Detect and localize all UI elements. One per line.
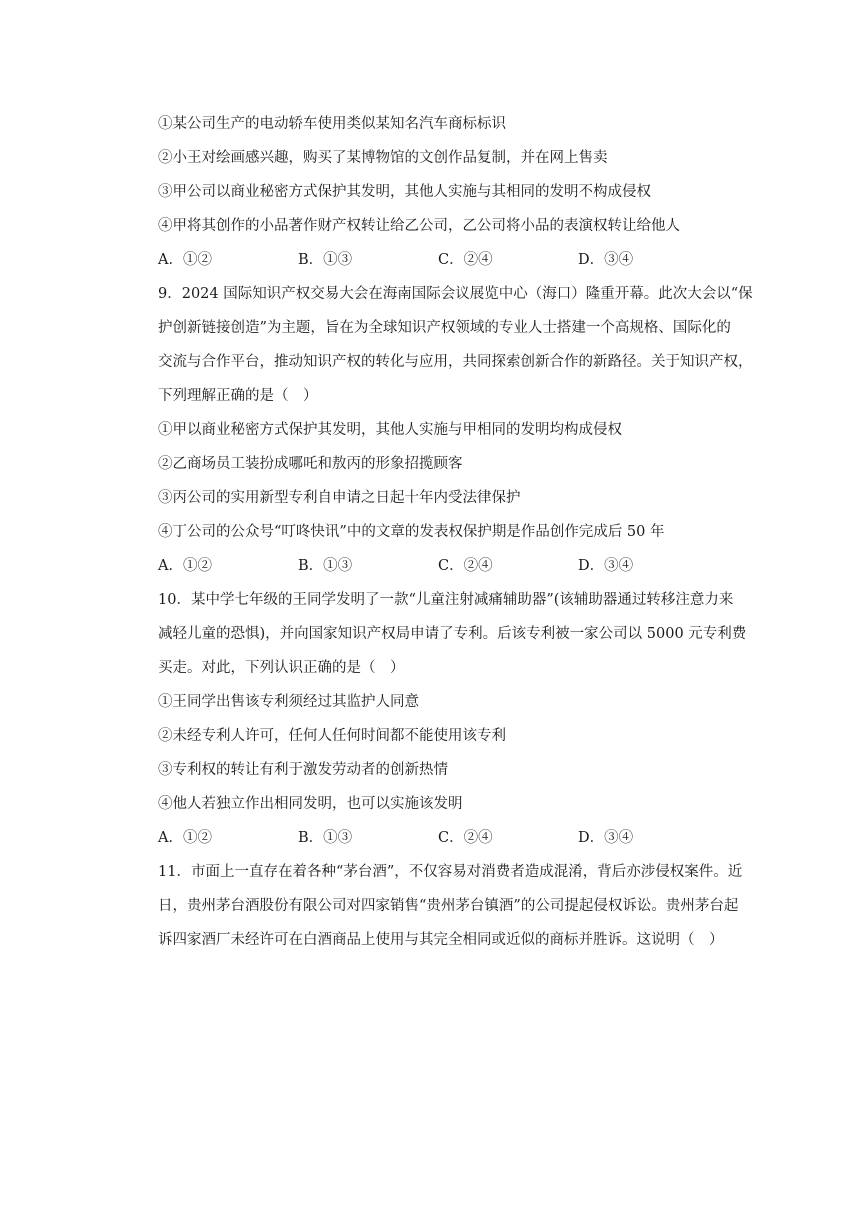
question-9 — [158, 277, 753, 583]
q9-stem-line-2: 护创新链接创造”为主题，旨在为全球知识产权领域的专业人士搭建一个高规格、国际化的 — [158, 320, 731, 336]
q10-option-d: D．③④ — [578, 830, 634, 846]
q11-stem-line-3: 诉四家酒厂未经许可在白酒商品上使用与其完全相同或近似的商标并胜诉。这说明（ ） — [158, 932, 724, 948]
q8-item-3: ③甲公司以商业秘密方式保护其发明，其他人实施与其相同的发明不构成侵权 — [158, 184, 651, 200]
q9-item-2: ②乙商场员工装扮成哪吒和敖丙的形象招揽顾客 — [158, 456, 463, 472]
q9-item-1: ①甲以商业秘密方式保护其发明，其他人实施与甲相同的发明均构成侵权 — [158, 422, 622, 438]
question-8 — [158, 107, 738, 277]
q8-item-4: ④甲将其创作的小品著作财产权转让给乙公司，乙公司将小品的表演权转让给他人 — [158, 218, 680, 234]
document-content — [158, 107, 753, 957]
q9-item-4: ④丁公司的公众号“叮咚快讯”中的文章的发表权保护期是作品创作完成后 50 年 — [158, 524, 665, 540]
q10-item-1: ①王同学出售该专利须经过其监护人同意 — [158, 694, 419, 710]
q9-option-a: A．①② — [158, 558, 212, 574]
q8-option-a: A．①② — [158, 252, 212, 268]
q10-item-2: ②未经专利人许可，任何人任何时间都不能使用该专利 — [158, 728, 506, 744]
q8-option-d: D．③④ — [578, 252, 634, 268]
q9-stem-line-3: 交流与合作平台，推动知识产权的转化与应用，共同探索创新合作的新路径。关于知识产权， — [158, 354, 753, 370]
q10-option-a: A．①② — [158, 830, 212, 846]
q9-item-3: ③丙公司的实用新型专利自申请之日起十年内受法律保护 — [158, 490, 521, 506]
q9-options — [158, 549, 738, 583]
q10-stem-line-1: 10．某中学七年级的王同学发明了一款“儿童注射减痛辅助器”(该辅助器通过转移注意力来 — [158, 592, 734, 608]
q10-item-4: ④他人若独立作出相同发明，也可以实施该发明 — [158, 796, 463, 812]
q10-options — [158, 821, 738, 855]
question-10 — [158, 583, 747, 855]
question-11 — [158, 855, 743, 957]
q9-option-c: C．②④ — [438, 558, 493, 574]
q9-option-b: B．①③ — [298, 558, 353, 574]
q9-option-d: D．③④ — [578, 558, 634, 574]
q8-item-2: ②小王对绘画感兴趣，购买了某博物馆的文创作品复制，并在网上售卖 — [158, 150, 608, 166]
q10-option-b: B．①③ — [298, 830, 353, 846]
q11-stem-line-2: 日，贵州茅台酒股份有限公司对四家销售“贵州茅台镇酒”的公司提起侵权诉讼。贵州茅台起 — [158, 898, 739, 914]
q10-stem-line-3: 买走。对此，下列认识正确的是（ ） — [158, 660, 405, 676]
q10-stem-line-2: 减轻儿童的恐惧)，并向国家知识产权局申请了专利。后该专利被一家公司以 5000 元专利费 — [158, 626, 747, 642]
q11-stem-line-1: 11．市面上一直存在着各种“茅台酒”，不仅容易对消费者造成混淆，背后亦涉侵权案件。近 — [158, 864, 743, 880]
q9-stem-line-4: 下列理解正确的是（ ） — [158, 388, 318, 404]
q8-item-1: ①某公司生产的电动轿车使用类似某知名汽车商标标识 — [158, 116, 506, 132]
q8-option-b: B．①③ — [298, 252, 353, 268]
q9-stem-line-1: 9．2024 国际知识产权交易大会在海南国际会议展览中心（海口）隆重开幕。此次大会以“保 — [158, 286, 753, 302]
q10-item-3: ③专利权的转让有利于激发劳动者的创新热情 — [158, 762, 448, 778]
q8-options — [158, 243, 738, 277]
q8-option-c: C．②④ — [438, 252, 493, 268]
q10-option-c: C．②④ — [438, 830, 493, 846]
